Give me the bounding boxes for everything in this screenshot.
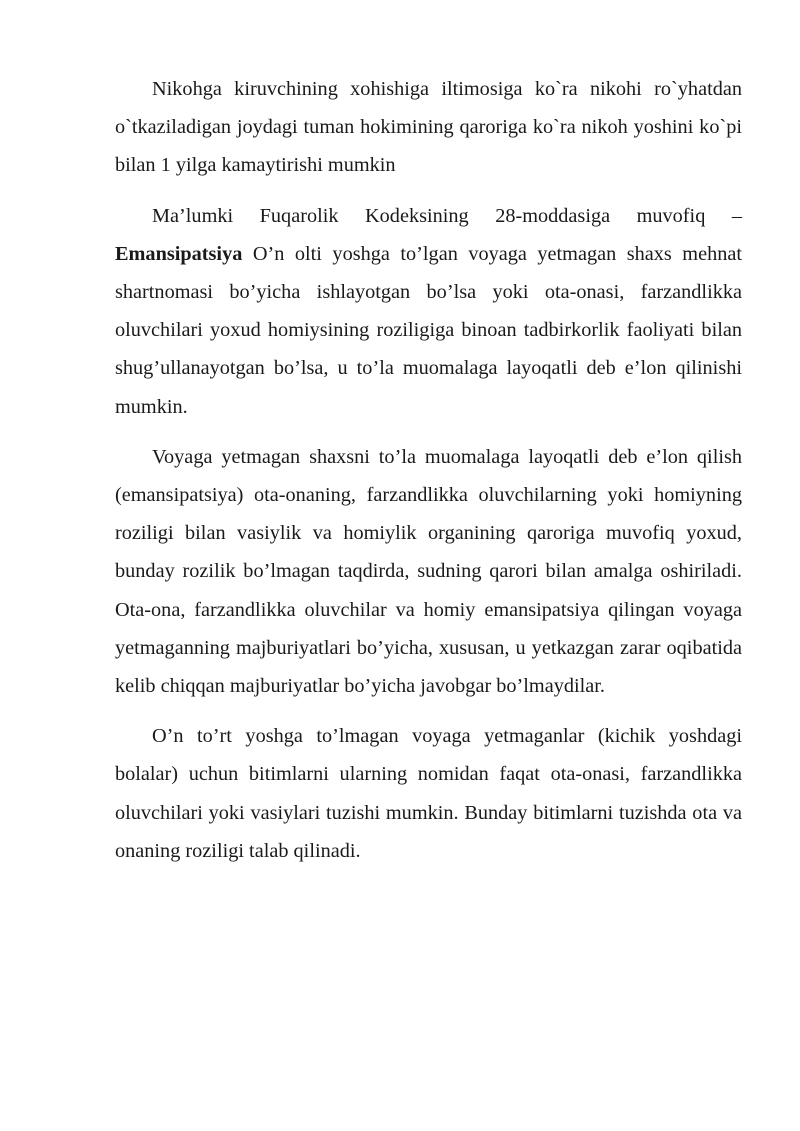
paragraph-emansipatsiya-procedure: Voyaga yetmagan shaxsni to’la muomalaga layoqatli deb e’lon qilish (emansipatsiya) ota-onaning, farzandlikka oluvchilarning yoki homiyning roziligi bilan vasiylik va homiylik organining qaroriga muvofiq yoxud, bunday rozilik bo’lmagan taqdirda, sudning qarori bilan amalga oshiriladi. Ota-ona, farzandlikka oluvchilar va homiy emansipatsiya qilingan voyaga yetmaganning majburiyatlari bo’yicha, xususan, u yetkazgan zarar oqibatida kelib chiqqan majburiyatlar bo’yicha javobgar bo’lmaydilar. xyxy=(115,445,742,698)
paragraph-text-before: Ma’lumki Fuqarolik Kodeksining 28-moddasiga muvofiq – xyxy=(152,204,742,227)
term-emansipatsiya: Emansipatsiya xyxy=(115,242,243,265)
paragraph-kichik-yoshdagi-bolalar: O’n to’rt yoshga to’lmagan voyaga yetmaganlar (kichik yoshdagi bolalar) uchun bitimlarni ularning nomidan faqat ota-onasi, farzandlikka oluvchilari yoki vasiylari tuzishi mumkin. Bunday bitimlarni tuzishda ota va onaning roziligi talab qilinadi. xyxy=(115,725,742,862)
document-body xyxy=(115,70,742,870)
paragraph-emansipatsiya-definition xyxy=(115,197,742,426)
paragraph-text-after: O’n olti yoshga to’lgan voyaga yetmagan shaxs mehnat shartnomasi bo’yicha ishlayotgan bo’lsa yoki ota-onasi, farzandlikka oluvchilari yoxud homiysining roziligiga binoan tadbirkorlik faoliyati bilan shug’ullanayotgan bo’lsa, u to’la muomalaga layoqatli deb e’lon qilinishi mumkin. xyxy=(115,242,742,418)
paragraph-nikoh-yoshi: Nikohga kiruvchining xohishiga iltimosiga ko`ra nikohi ro`yhatdan o`tkaziladigan joydagi tuman hokimining qaroriga ko`ra nikoh yoshini ko`pi bilan 1 yilga kamaytirishi mumkin xyxy=(115,78,742,177)
